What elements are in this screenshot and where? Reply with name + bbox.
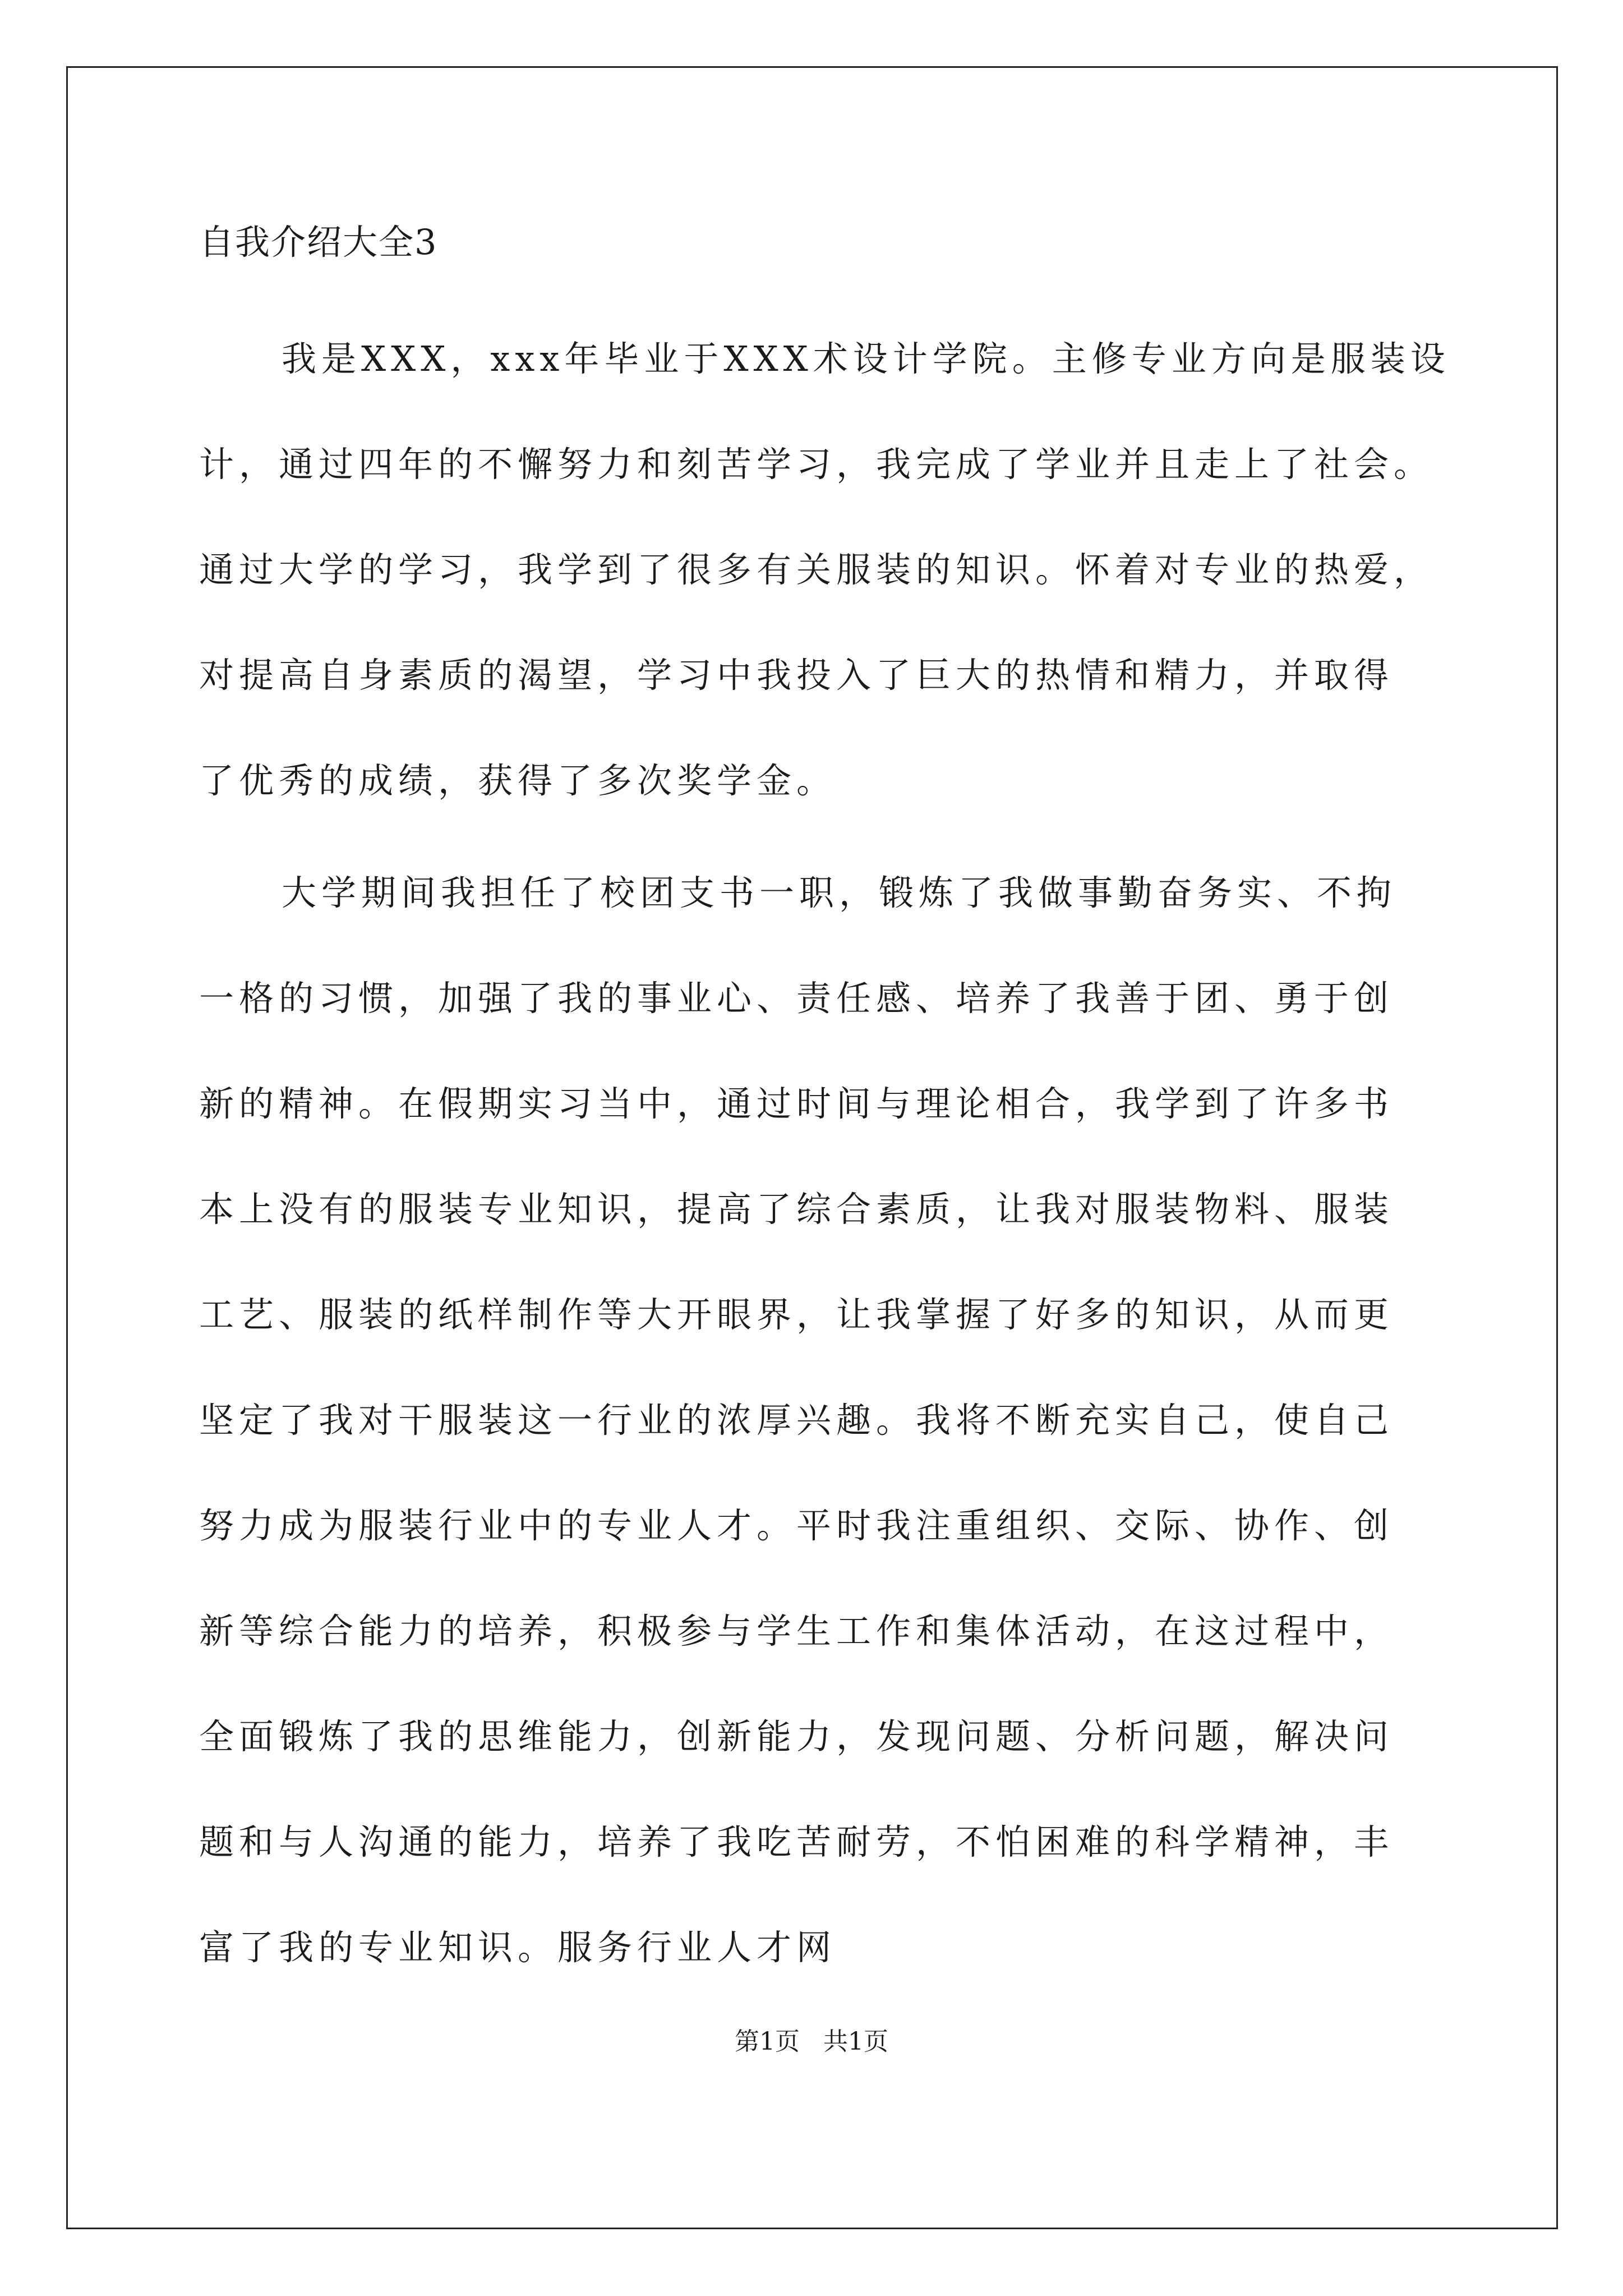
text-line: 大学期间我担任了校团支书一职，锻炼了我做事勤奋务实、不拘 xyxy=(282,872,1397,913)
document-title: 自我介绍大全3 xyxy=(199,222,438,263)
text-line: 坚定了我对干服装这一行业的浓厚兴趣。我将不断充实自己，使自己 xyxy=(199,1400,1394,1441)
text-line: 一格的习惯，加强了我的事业心、责任感、培养了我善于团、勇于创 xyxy=(199,978,1394,1019)
text-line: 新等综合能力的培养，积极参与学生工作和集体活动，在这过程中， xyxy=(199,1611,1394,1651)
text-line: 通过大学的学习，我学到了很多有关服装的知识。怀着对专业的热爱， xyxy=(199,549,1434,590)
text-line: 富了我的专业知识。服务行业人才网 xyxy=(199,1927,837,1968)
page-number-footer: 第1页 共1页 xyxy=(735,2027,888,2056)
text-line: 题和与人沟通的能力，培养了我吃苦耐劳，不怕困难的科学精神，丰 xyxy=(199,1821,1394,1862)
page-border xyxy=(66,66,1558,2229)
text-line: 计，通过四年的不懈努力和刻苦学习，我完成了学业并且走上了社会。 xyxy=(199,444,1434,485)
text-line: 努力成为服装行业中的专业人才。平时我注重组织、交际、协作、创 xyxy=(199,1505,1394,1546)
text-line: 全面锻炼了我的思维能力，创新能力，发现问题、分析问题，解决问 xyxy=(199,1716,1394,1757)
text-line: 对提高自身素质的渴望，学习中我投入了巨大的热情和精力，并取得 xyxy=(199,655,1394,696)
text-line: 我是XXX，xxx年毕业于XXX术设计学院。主修专业方向是服装设 xyxy=(282,338,1450,379)
text-line: 工艺、服装的纸样制作等大开眼界，让我掌握了好多的知识，从而更 xyxy=(199,1294,1394,1335)
text-line: 新的精神。在假期实习当中，通过时间与理论相合，我学到了许多书 xyxy=(199,1083,1394,1124)
text-line: 了优秀的成绩，获得了多次奖学金。 xyxy=(199,760,837,801)
text-line: 本上没有的服装专业知识，提高了综合素质，让我对服装物料、服装 xyxy=(199,1189,1394,1230)
